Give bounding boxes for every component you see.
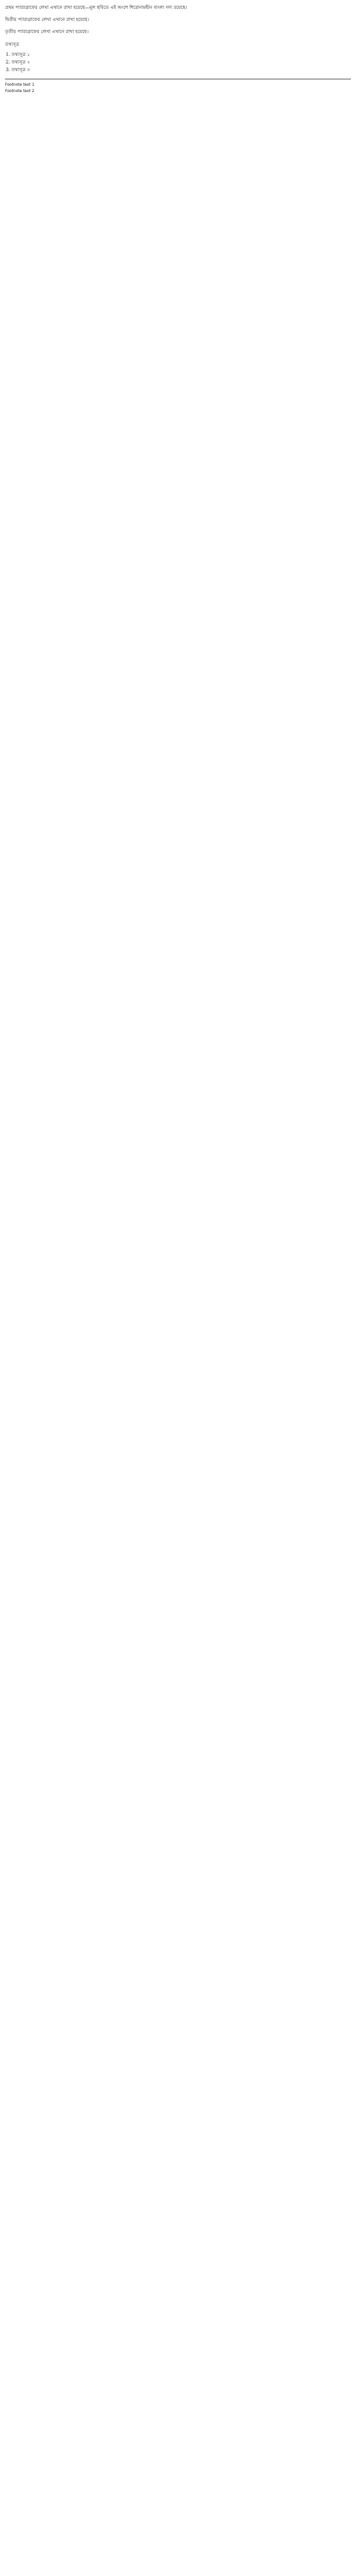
body-text — [5, 4, 351, 36]
footnote: Footnote text 2 — [5, 89, 34, 94]
reference-item: 2. তথ্যসূত্র ২ — [11, 58, 351, 66]
references-list — [5, 51, 351, 74]
references-title: তথ্যসূত্র — [5, 41, 20, 48]
paragraph: দ্বিতীয় প্যারাগ্রাফের লেখা এখানে রাখা হয়েছে। — [5, 16, 90, 22]
reference-item: 3. তথ্যসূত্র ৩ — [11, 66, 351, 74]
footnote: Footnote text 1 — [5, 83, 34, 88]
paragraph: প্রথম প্যারাগ্রাফের লেখা এখানে রাখা হয়েছে—মূল ছবিতে এই অংশে শিরোনামহীন বাংলা গদ্য রয়েছে। — [5, 4, 188, 10]
reference-item: 1. তথ্যসূত্র ১ — [11, 51, 351, 58]
paragraph: তৃতীয় প্যারাগ্রাফের লেখা এখানে রাখা হয়েছে। — [5, 28, 89, 34]
footnotes — [5, 82, 351, 95]
